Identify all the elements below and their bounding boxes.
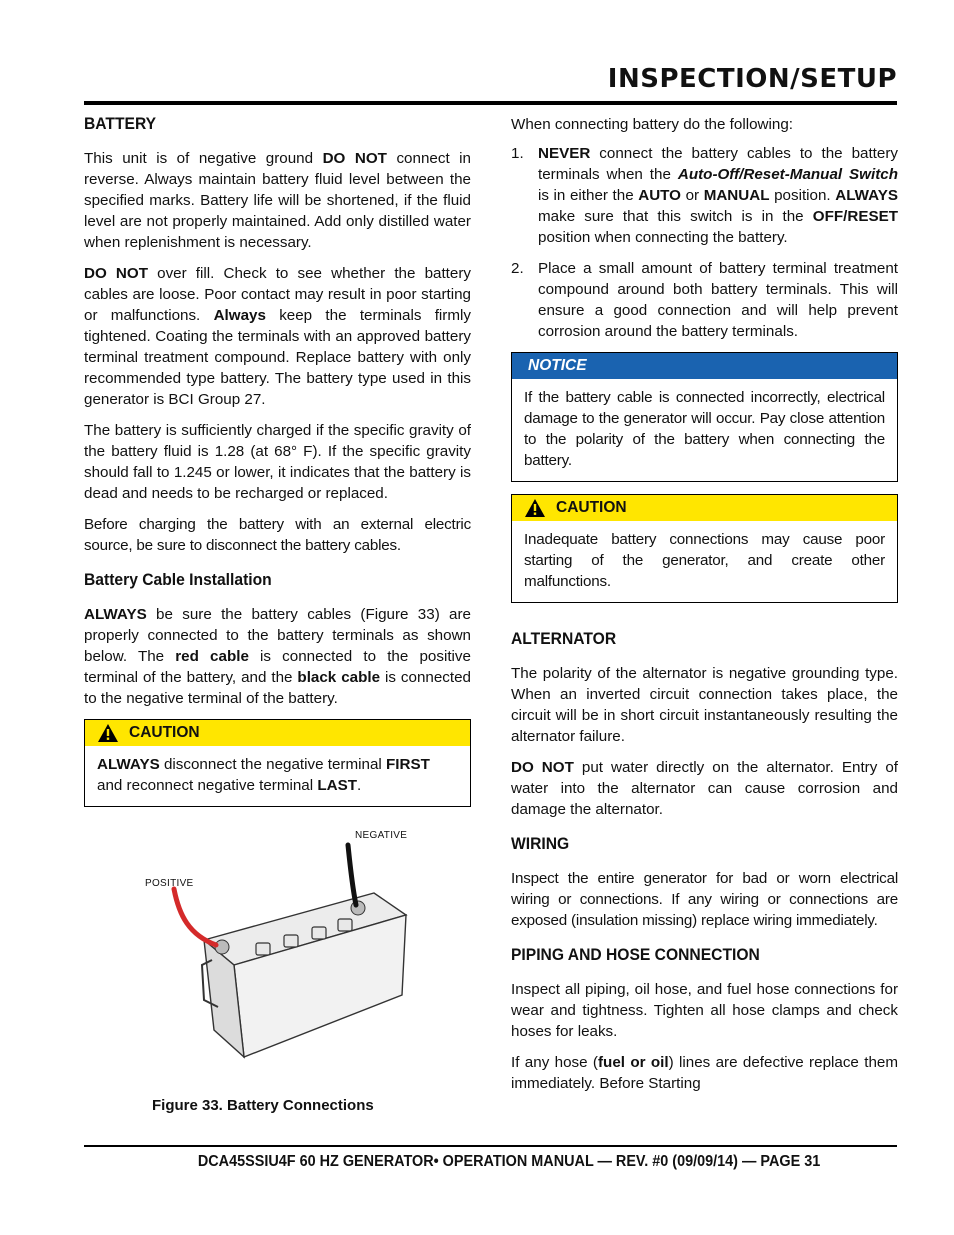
- positive-cable: [174, 889, 216, 945]
- warning-icon: [97, 723, 119, 743]
- notice-header: NOTICE: [512, 353, 897, 379]
- piping-heading: PIPING AND HOSE CONNECTION: [511, 945, 760, 964]
- negative-label: NEGATIVE: [355, 830, 408, 841]
- wiring-heading: WIRING: [511, 834, 570, 853]
- battery-figure: [84, 825, 471, 1125]
- caution-box-1: [84, 719, 471, 807]
- caution-body: ALWAYS disconnect the negative terminal FIRST and reconnect negative terminal LAST.: [97, 756, 430, 794]
- positive-label: POSITIVE: [145, 878, 194, 889]
- title-rule: [84, 101, 897, 105]
- page-footer: DCA45SSIU4F 60 HZ GENERATOR• OPERATION MANUAL — REV. #0 (09/09/14) — PAGE 31: [197, 1153, 820, 1170]
- battery-paragraph-2: DO NOT over fill. Check to see whether the battery cables are loose. Poor contact may result in poor starting or malfunctions. Always keep the terminals firmly tightened. Coating the terminals with an approved battery terminal treatment compound. Replace battery with only recommended type battery. The battery type used in this generator is BCI Group 27.: [84, 265, 471, 408]
- warning-icon: [524, 498, 546, 518]
- battery-heading: BATTERY: [84, 114, 157, 133]
- connect-intro: When connecting battery do the following:: [511, 116, 793, 133]
- right-column: [511, 114, 898, 1104]
- step-2: 2. Place a small amount of battery terminal treatment compound around both battery terminals. This will ensure a good connection and will help prevent corrosion around the battery terminals.: [511, 260, 898, 340]
- cable-heading: Battery Cable Installation: [84, 570, 272, 589]
- caution-body-2: Inadequate battery connections may cause poor starting of the generator, and create other malfunctions.: [524, 531, 885, 590]
- battery-paragraph-3: The battery is sufficiently charged if the specific gravity of the battery fluid is 1.28 (at 68° F). If the specific gravity should fall to 1.245 or lower, it indicates that the battery is dead and needs to be recharged or replaced.: [84, 422, 471, 502]
- footer-rule: [84, 1145, 897, 1147]
- wiring-paragraph: Inspect the entire generator for bad or worn electrical wiring or connections. If any wiring or connections are exposed (insulation missing) replace wiring immediately.: [511, 870, 898, 929]
- cable-paragraph: ALWAYS be sure the battery cables (Figure 33) are properly connected to the battery terminals as shown below. The red cable is connected to the positive terminal of the battery, and the black cable is connected to the negative terminal of the battery.: [84, 606, 471, 707]
- battery-paragraph-4: Before charging the battery with an external electric source, be sure to disconnect the battery cables.: [84, 516, 471, 554]
- page-title: INSPECTION/SETUP: [607, 64, 897, 94]
- negative-cable: [348, 845, 356, 905]
- alternator-paragraph-2: DO NOT put water directly on the alternator. Entry of water into the alternator can cause corrosion and damage the alternator.: [511, 759, 898, 818]
- connect-steps: [511, 143, 898, 342]
- alternator-paragraph-1: The polarity of the alternator is negative grounding type. When an inverted circuit connection takes place, the circuit will be in short circuit instantaneously resulting the alternator failure.: [511, 665, 898, 745]
- notice-body: If the battery cable is connected incorrectly, electrical damage to the generator will occur. Pay close attention to the polarity of the battery when connecting the battery.: [524, 389, 885, 469]
- battery-illustration: [84, 825, 471, 1085]
- figure-caption: Figure 33. Battery Connections: [152, 1097, 374, 1114]
- piping-paragraph-1: Inspect all piping, oil hose, and fuel hose connections for wear and tightness. Tighten all hose clamps and check hoses for leaks.: [511, 981, 898, 1040]
- notice-box: [511, 352, 898, 482]
- caution-box-2: [511, 494, 898, 603]
- step-1: 1. NEVER connect the battery cables to the battery terminals when the Auto-Off/Reset-Manual Switch is in either the AUTO or MANUAL position. ALWAYS make sure that this switch is in the OFF/RESET position when connecting the battery.: [511, 145, 898, 246]
- caution-header-2: CAUTION: [512, 495, 897, 521]
- alternator-heading: ALTERNATOR: [511, 629, 617, 648]
- caution-header: CAUTION: [85, 720, 470, 746]
- piping-paragraph-2: If any hose (fuel or oil) lines are defective replace them immediately. Before Starting: [511, 1054, 898, 1092]
- left-column: [84, 114, 471, 1125]
- battery-paragraph-1: This unit is of negative ground DO NOT connect in reverse. Always maintain battery fluid level between the specified marks. Battery life will be shortened, if the fluid level are not properly maintained. Add only distilled water when replenishment is necessary.: [84, 150, 471, 251]
